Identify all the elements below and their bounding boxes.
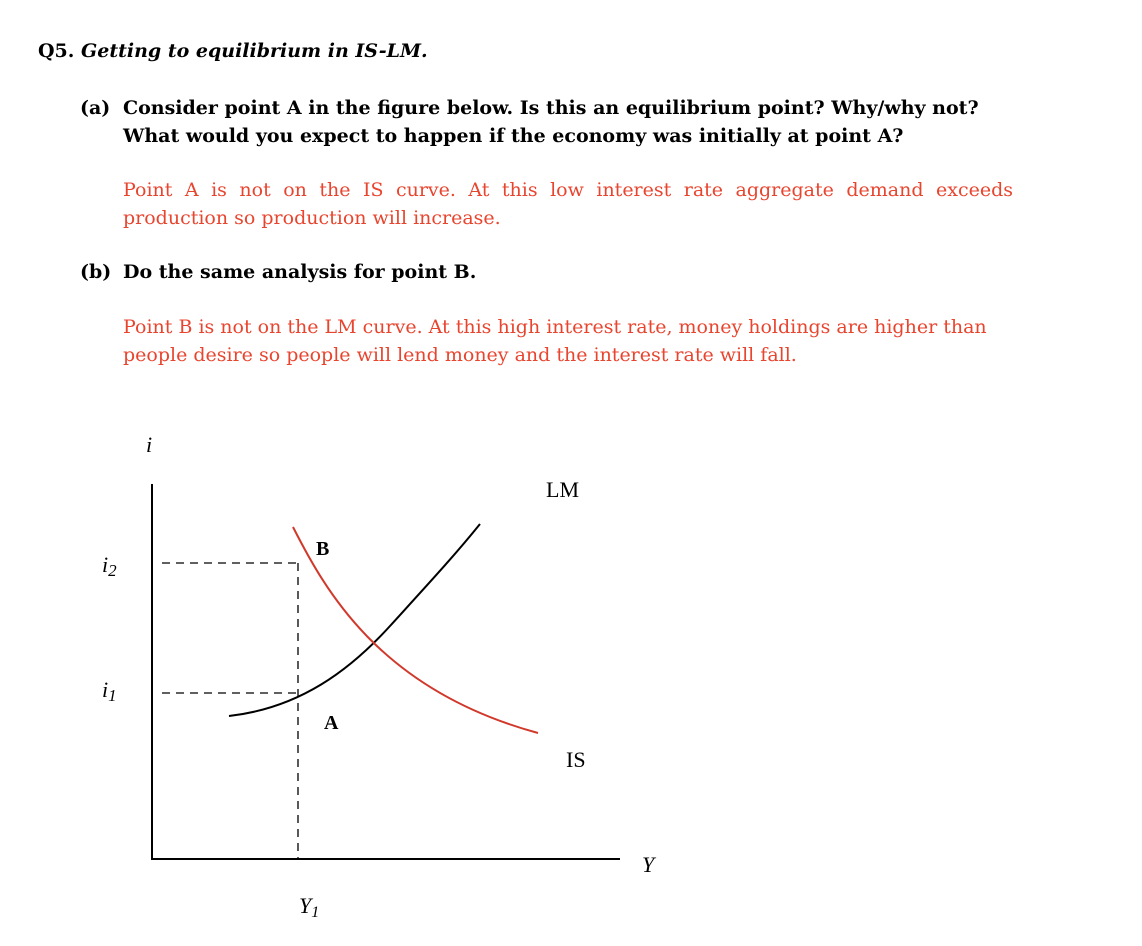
lm-label: LM (546, 477, 579, 502)
i2-label: i2 (102, 552, 117, 580)
y1-label: Y1 (299, 893, 320, 921)
part-a-answer: Point A is not on the IS curve. At this low interest rate aggregate demand exceeds production so production will increase. (123, 179, 1013, 229)
lm-curve (229, 524, 480, 716)
question-text: Getting to equilibrium in IS-LM. (81, 40, 428, 62)
point-b-label: B (316, 538, 330, 560)
part-b-label: (b) (80, 261, 112, 283)
question-number: Q5. (38, 40, 75, 62)
y-axis-label: i (146, 432, 153, 457)
i1-label: i1 (102, 677, 117, 705)
part-a-question: Consider point A in the figure below. Is this an equilibrium point? Why/why not? What would you expect to happen if the economy was initially at point A? (123, 97, 979, 147)
part-b-question: Do the same analysis for point B. (123, 261, 477, 283)
part-a-label: (a) (80, 97, 111, 119)
x-axis-label: Y (642, 852, 655, 877)
is-curve (293, 527, 538, 733)
part-b-answer: Point B is not on the LM curve. At this high interest rate, money holdings are higher than people desire so people will lend money and the interest rate will fall. (123, 316, 987, 366)
point-a-label: A (324, 712, 339, 734)
is-label: IS (566, 747, 586, 772)
